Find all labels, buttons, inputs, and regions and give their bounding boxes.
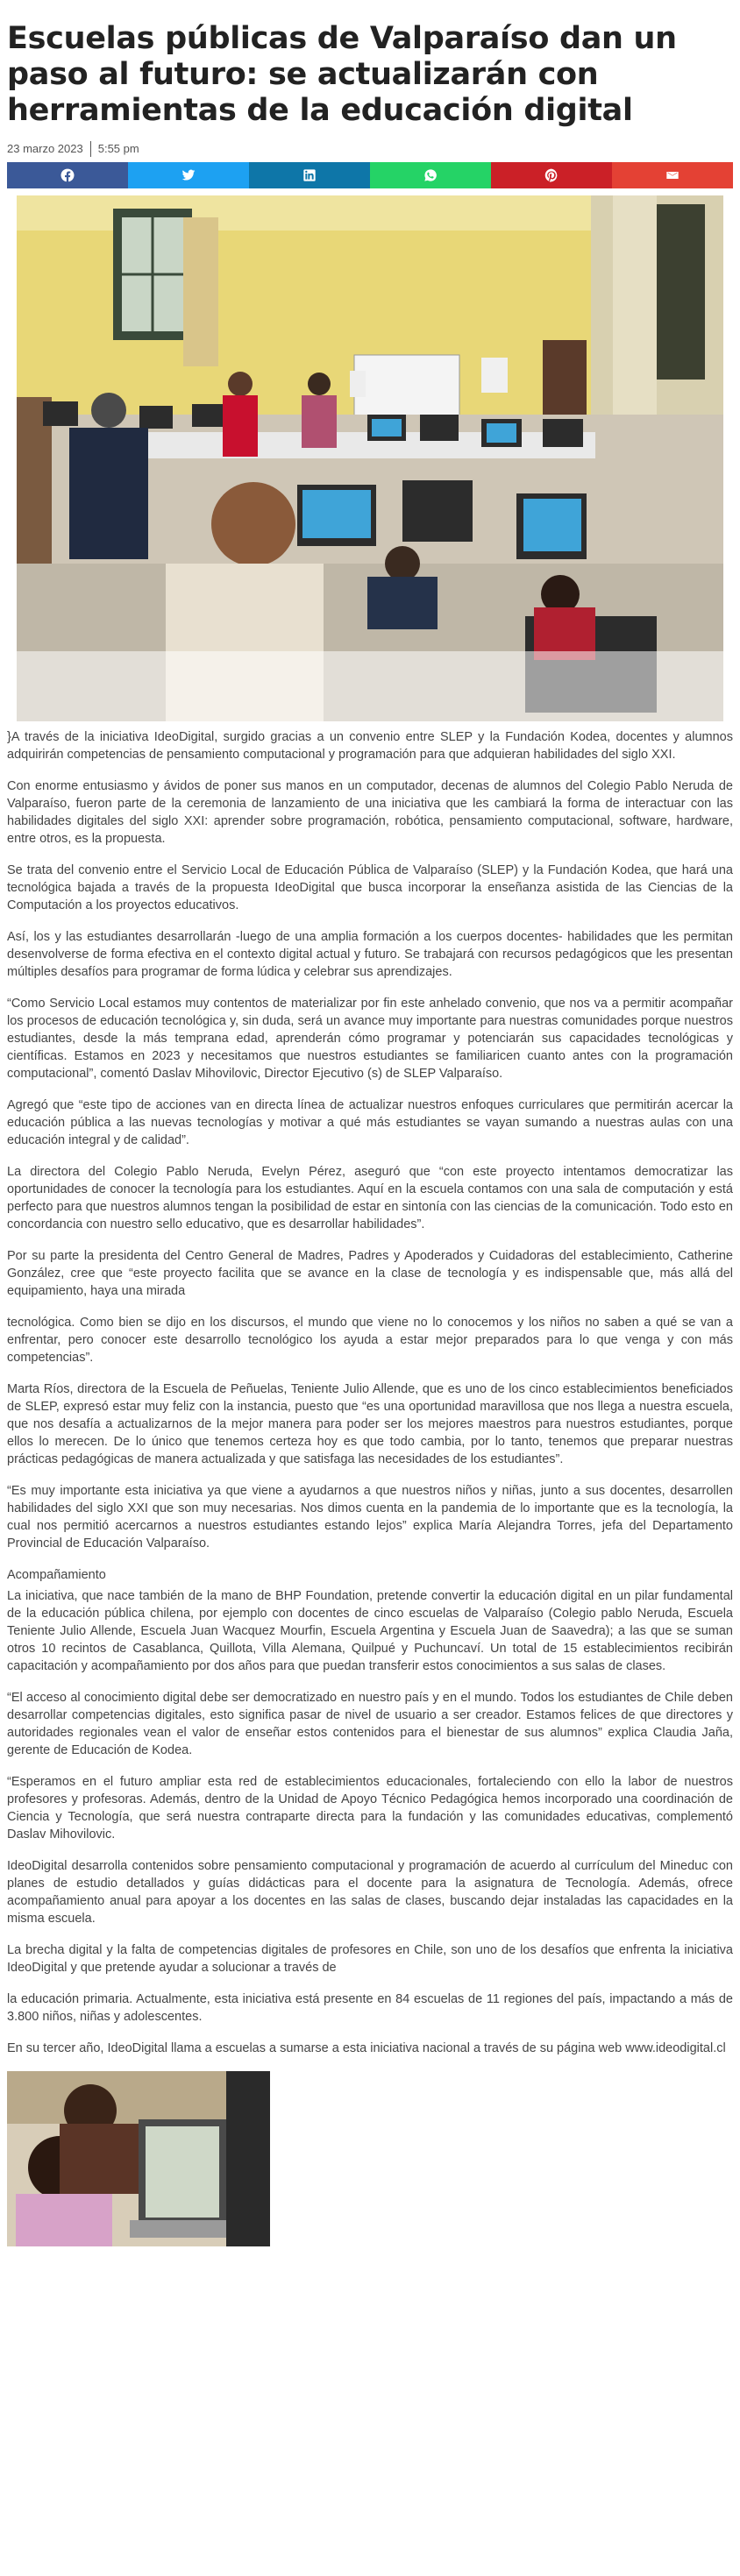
- article-paragraph: “Es muy importante esta iniciativa ya que viene a ayudarnos a que nuestros niños y niñas, junto a sus docentes, desarrollen habilidades del siglo XXI que son muy necesarias. Nos dimos cuenta en la pandemia de lo importante que es la tecnología, la cual nos permitió acercarnos a nuestros estudiantes estando lejos” explica María Alejandra Torres, jefa del Departamento Provincial de Educación Valparaíso.: [7, 1484, 733, 1551]
- article-paragraph: }A través de la iniciativa IdeoDigital, surgido gracias a un convenio entre SLEP y la Fundación Kodea, docentes y alumnos adquirirán competencias de pensamiento computacional y programación para que adquieran habilidades del siglo XXI.: [7, 730, 733, 762]
- article-paragraph: La directora del Colegio Pablo Neruda, Evelyn Pérez, aseguró que “con este proyecto intentamos democratizar las oportunidades de conocer la tecnología para los estudiantes. Aquí en la escuela contamos con una sala de computación y está perfecto para que nuestros alumnos tengan la posibilidad de estar en sintonía con las ciencias de la comunicación. Todo esto en concordancia con nuestro sello educativo, que es desarrollar habilidades”.: [7, 1165, 733, 1231]
- classroom-photo: [17, 195, 723, 721]
- article-paragraph: La brecha digital y la falta de competencias digitales de profesores en Chile, son uno de los desafíos que enfrenta la iniciativa IdeoDigital y que pretende ayudar a solucionar a través de: [7, 1943, 733, 1975]
- facebook-icon: [60, 168, 75, 182]
- article-paragraph: Marta Ríos, directora de la Escuela de Peñuelas, Teniente Julio Allende, que es uno de los cinco establecimientos beneficiados de SLEP, expresó estar muy feliz con la instancia, puesto que “es una oportunidad maravillosa que nos llega a nuestra escuela, que nos desafía a actualizarnos de la mejor manera para poder ser los mejores maestros para nuestros estudiantes, porque ellos lo merecen. De lo único que tenemos certeza hoy es que todo cambia, por lo tanto, tenemos que preparar nuestras prácticas pedagógicas de manera actualizada y que satisfaga las necesidades de los estudiantes”.: [7, 1382, 733, 1466]
- article-paragraph: tecnológica. Como bien se dijo en los discursos, el mundo que viene no lo conocemos y los niños no saben a qué se van a enfrentar, pero conocer este desarrollo tecnológico los ayuda a estar mejor preparados para lo que venga y con más competencias”.: [7, 1316, 733, 1365]
- article-paragraph: En su tercer año, IdeoDigital llama a escuelas a sumarse a esta iniciativa nacional a través de su página web www.ideodigital.cl: [7, 2041, 726, 2055]
- twitter-icon: [181, 168, 196, 182]
- share-email-button[interactable]: [612, 162, 733, 188]
- classroom-illustration: [17, 195, 723, 721]
- share-twitter-button[interactable]: [128, 162, 249, 188]
- student-laptop-photo: [7, 2071, 270, 2246]
- meta-divider: [90, 141, 91, 157]
- article-title: Escuelas públicas de Valparaíso dan un paso al futuro: se actualizarán con herramientas de la educación digital: [7, 21, 677, 128]
- share-facebook-button[interactable]: [7, 162, 128, 188]
- article-paragraph: Por su parte la presidenta del Centro General de Madres, Padres y Apoderados y Cuidadoras del establecimiento, Catherine González, cree que “este proyecto facilita que se avance en la clase de tecnología y es indispensable que, más allá del equipamiento, haya una mirada: [7, 1249, 733, 1298]
- article-paragraph: la educación primaria. Actualmente, esta iniciativa está presente en 84 escuelas de 11 regiones del país, impactando a más de 3.800 niños, niñas y adolescentes.: [7, 1992, 733, 2024]
- article-body: [7, 728, 733, 2057]
- share-bar: [7, 162, 733, 188]
- article-paragraph: Con enorme entusiasmo y ávidos de poner sus manos en un computador, decenas de alumnos del Colegio Pablo Neruda de Valparaíso, fueron parte de la ceremonia de lanzamiento de una iniciativa que les cambiará la forma de interactuar con las habilidades digitales del siglo XXI: aprender sobre programación, robótica, pensamiento computacional, software, hardware, entre otros, es la propuesta.: [7, 779, 733, 846]
- article-paragraph: “El acceso al conocimiento digital debe ser democratizado en nuestro país y en el mundo. Todos los estudiantes de Chile deben desarrollar competencias digitales, esto significa pasar de nivel de usuario a ser creador. Estamos felices de que directores y autoridades regionales vean el valor de enseñar estos contenidos para el bienestar de sus alumnos” explica Claudia Jaña, gerente de Educación de Kodea.: [7, 1691, 733, 1757]
- article-paragraph: Agregó que “este tipo de acciones van en directa línea de actualizar nuestros enfoques curriculares que permitirán acercar la educación pública a las nuevas tecnologías y motivar a qué más estudiantes se vayan sumando a nuestras aulas con una educación integral y de calidad”.: [7, 1098, 733, 1147]
- article-paragraph: La iniciativa, que nace también de la mano de BHP Foundation, pretende convertir la educación digital en un pilar fundamental de la educación pública chilena, por ejemplo con docentes de cinco escuelas de Valparaíso (Colegio pablo Neruda, Escuela Teniente Julio Allende, Escuela Juan Wacquez Mourfin, Escuela Argentina y Escuela Juan de Saavedra); a las que se suman otros 10 recintos de Casablanca, Quillota, Villa Alemana, Quilpué y Puchuncaví. Un total de 15 establecimientos recibirán capacitación y acompañamiento por dos años para que puedan transferir estos conocimientos a sus salas de clases.: [7, 1589, 733, 1673]
- whatsapp-icon: [423, 168, 438, 182]
- article-paragraph: Se trata del convenio entre el Servicio Local de Educación Pública de Valparaíso (SLEP) y la Fundación Kodea, que hará una tecnológica bajada a través de la propuesta IdeoDigital que busca incorporar la enseñanza asistida de las Ciencias de la Computación a los proyectos educativos.: [7, 863, 733, 912]
- article-container: [7, 0, 733, 2246]
- pinterest-icon: [544, 168, 559, 182]
- linkedin-icon: [302, 168, 317, 182]
- article-date: 23 marzo 2023: [7, 142, 83, 155]
- envelope-icon: [665, 168, 680, 182]
- share-linkedin-button[interactable]: [249, 162, 370, 188]
- share-whatsapp-button[interactable]: [370, 162, 491, 188]
- student-laptop-illustration: [7, 2071, 270, 2246]
- article-paragraph: Así, los y las estudiantes desarrollarán -luego de una amplia formación a los cuerpos docentes- habilidades que les permitan desenvolverse de forma efectiva en el contexto digital actual y futuro. Se trabajará con recursos pedagógicos que les presentan múltiples desafíos para programar de forma lúdica y celebrar sus aprendizajes.: [7, 930, 733, 979]
- section-heading: Acompañamiento: [7, 1568, 106, 1582]
- article-paragraph: “Como Servicio Local estamos muy contentos de materializar por fin este anhelado convenio, que nos va a permitir acompañar los procesos de educación tecnológica y, sin duda, será un avance muy importante para nuestras comunidades porque nuestros estudiantes, desde la más temprana edad, aprenderán cómo programar y potenciarán sus capacidades tecnológicas y científicas. Estamos en 2023 y necesitamos que nuestros estudiantes se familiaricen cuanto antes con la programación computacional”, comentó Daslav Mihovilovic, Director Ejecutivo (s) de SLEP Valparaíso.: [7, 997, 733, 1081]
- article-paragraph: IdeoDigital desarrolla contenidos sobre pensamiento computacional y programación de acuerdo al currículum del Mineduc con planes de estudio detallados y guías didácticas para el docente para la asignatura de Tecnología. Además, ofrece acompañamiento anual para apoyar a los docentes en las salas de clases, buscando dejar instaladas las capacidades en la misma escuela.: [7, 1859, 733, 1926]
- article-paragraph: “Esperamos en el futuro ampliar esta red de establecimientos educacionales, fortaleciendo con ello la labor de nuestros profesores y profesoras. Además, dentro de la Unidad de Apoyo Técnico Pedagógica hemos incorporado una coordinación de Ciencia y Tecnología, que será nuestra contraparte directa para la fundación y las comunidades educativas, complementó Daslav Mihovilovic.: [7, 1775, 733, 1842]
- share-pinterest-button[interactable]: [491, 162, 612, 188]
- article-meta: [7, 141, 733, 157]
- article-time: 5:55 pm: [97, 142, 139, 155]
